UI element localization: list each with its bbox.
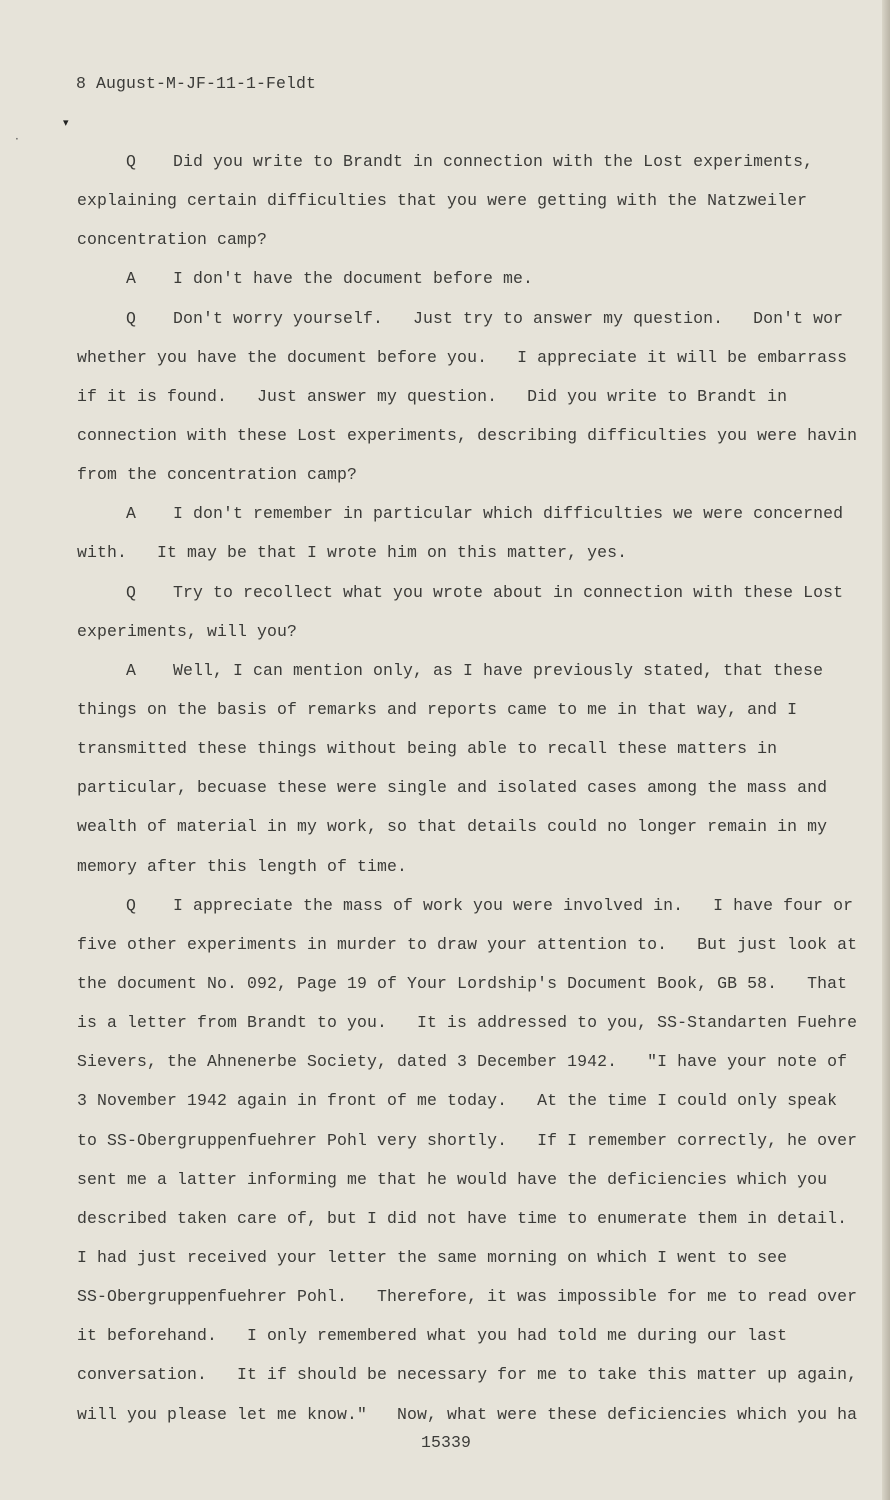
line-text: five other experiments in murder to draw your attention to. But just look at bbox=[77, 934, 858, 954]
paragraph-first-line bbox=[77, 894, 867, 933]
speaker-label: Q bbox=[126, 582, 137, 602]
line-text: with. It may be that I wrote him on this matter, yes. bbox=[77, 543, 628, 563]
line-text: Well, I can mention only, as I have previously stated, that these bbox=[173, 660, 824, 680]
paragraph-first-line bbox=[77, 659, 867, 698]
document-reference: 8 August-M-JF-11-1-Feldt bbox=[76, 74, 317, 93]
line-text: I appreciate the mass of work you were involved in. I have four or bbox=[173, 895, 854, 915]
paragraph-line bbox=[77, 1246, 867, 1285]
line-text: will you please let me know." Now, what were these deficiencies which you ha bbox=[77, 1404, 858, 1424]
speaker-label: A bbox=[126, 269, 137, 289]
paragraph-first-line bbox=[77, 307, 867, 346]
paragraph-line bbox=[77, 189, 867, 228]
margin-speck: · bbox=[15, 132, 19, 146]
speaker-label: Q bbox=[126, 308, 137, 328]
paragraph-line bbox=[77, 1324, 867, 1363]
line-text: I don't have the document before me. bbox=[173, 269, 534, 289]
line-text: particular, becuase these were single and isolated cases among the mass and bbox=[77, 778, 828, 798]
speaker-indent bbox=[77, 581, 173, 605]
speaker-label: A bbox=[126, 660, 137, 680]
paragraph-line bbox=[77, 972, 867, 1011]
paragraph-line bbox=[77, 1207, 867, 1246]
page-edge-shadow bbox=[882, 0, 890, 1500]
line-text: it beforehand. I only remembered what you had told me during our last bbox=[77, 1326, 788, 1346]
paragraph-first-line bbox=[77, 502, 867, 541]
speaker-indent bbox=[77, 150, 173, 174]
paragraph-line bbox=[77, 620, 867, 659]
line-text: memory after this length of time. bbox=[77, 856, 408, 876]
margin-mark: ▾ bbox=[63, 116, 69, 129]
line-text: wealth of material in my work, so that details could no longer remain in my bbox=[77, 817, 828, 837]
paragraph-line bbox=[77, 463, 867, 502]
paragraph-line bbox=[77, 1285, 867, 1324]
speaker-label: Q bbox=[126, 152, 137, 171]
paragraph-first-line bbox=[77, 150, 867, 189]
line-text: described taken care of, but I did not have time to enumerate them in detail. bbox=[77, 1208, 848, 1228]
paragraph-line bbox=[77, 424, 867, 463]
line-text: things on the basis of remarks and reports came to me in that way, and I bbox=[77, 699, 798, 719]
paragraph-line bbox=[77, 933, 867, 972]
speaker-indent bbox=[77, 307, 173, 331]
paragraph-line bbox=[77, 815, 867, 854]
speaker-label: Q bbox=[126, 895, 137, 915]
paragraph-line bbox=[77, 385, 867, 424]
paragraph-line bbox=[77, 698, 867, 737]
line-text: Don't worry yourself. Just try to answer my question. Don't wor bbox=[173, 308, 844, 328]
line-text: experiments, will you? bbox=[77, 621, 298, 641]
line-text: SS-Obergruppenfuehrer Pohl. Therefore, it was impossible for me to read over bbox=[77, 1287, 858, 1307]
line-text: from the concentration camp? bbox=[77, 465, 358, 485]
paragraph-line bbox=[77, 776, 867, 815]
paragraph-first-line bbox=[77, 581, 867, 620]
paragraph-line bbox=[77, 1050, 867, 1089]
paragraph-first-line bbox=[77, 267, 867, 306]
paragraph-line bbox=[77, 1089, 867, 1128]
line-text: Did you write to Brandt in connection with the Lost experiments, bbox=[173, 152, 814, 171]
paragraph-line bbox=[77, 346, 867, 385]
paragraph-line bbox=[77, 228, 867, 267]
line-text: Sievers, the Ahnenerbe Society, dated 3 December 1942. "I have your note of bbox=[77, 1052, 848, 1072]
line-text: connection with these Lost experiments, describing difficulties you were havin bbox=[77, 425, 858, 445]
line-text: if it is found. Just answer my question. Did you write to Brandt in bbox=[77, 386, 788, 406]
paragraph-line bbox=[77, 1363, 867, 1402]
line-text: I had just received your letter the same morning on which I went to see bbox=[77, 1247, 788, 1267]
paragraph-line bbox=[77, 1403, 867, 1442]
line-text: to SS-Obergruppenfuehrer Pohl very shortly. If I remember correctly, he over bbox=[77, 1130, 858, 1150]
line-text: I don't remember in particular which difficulties we were concerned bbox=[173, 504, 844, 524]
speaker-indent bbox=[77, 894, 173, 918]
line-text: whether you have the document before you. I appreciate it will be embarrass bbox=[77, 347, 848, 367]
paragraph-line bbox=[77, 855, 867, 894]
line-text: explaining certain difficulties that you were getting with the Natzweiler bbox=[77, 191, 808, 211]
paragraph-line bbox=[77, 541, 867, 580]
speaker-label: A bbox=[126, 504, 137, 524]
paragraph-line bbox=[77, 1011, 867, 1050]
line-text: Try to recollect what you wrote about in connection with these Lost bbox=[173, 582, 844, 602]
transcript-body bbox=[77, 150, 867, 1442]
line-text: conversation. It if should be necessary for me to take this matter up again, bbox=[77, 1365, 858, 1385]
speaker-indent bbox=[77, 659, 173, 683]
line-text: is a letter from Brandt to you. It is addressed to you, SS-Standarten Fuehre bbox=[77, 1013, 858, 1033]
page-number: 15339 bbox=[421, 1433, 472, 1452]
speaker-indent bbox=[77, 267, 173, 291]
speaker-indent bbox=[77, 502, 173, 526]
line-text: sent me a latter informing me that he would have the deficiencies which you bbox=[77, 1169, 828, 1189]
line-text: 3 November 1942 again in front of me today. At the time I could only speak bbox=[77, 1091, 838, 1111]
paragraph-line bbox=[77, 737, 867, 776]
paragraph-line bbox=[77, 1129, 867, 1168]
paragraph-line bbox=[77, 1168, 867, 1207]
line-text: concentration camp? bbox=[77, 230, 268, 250]
line-text: transmitted these things without being able to recall these matters in bbox=[77, 739, 778, 759]
line-text: the document No. 092, Page 19 of Your Lordship's Document Book, GB 58. That bbox=[77, 973, 848, 993]
